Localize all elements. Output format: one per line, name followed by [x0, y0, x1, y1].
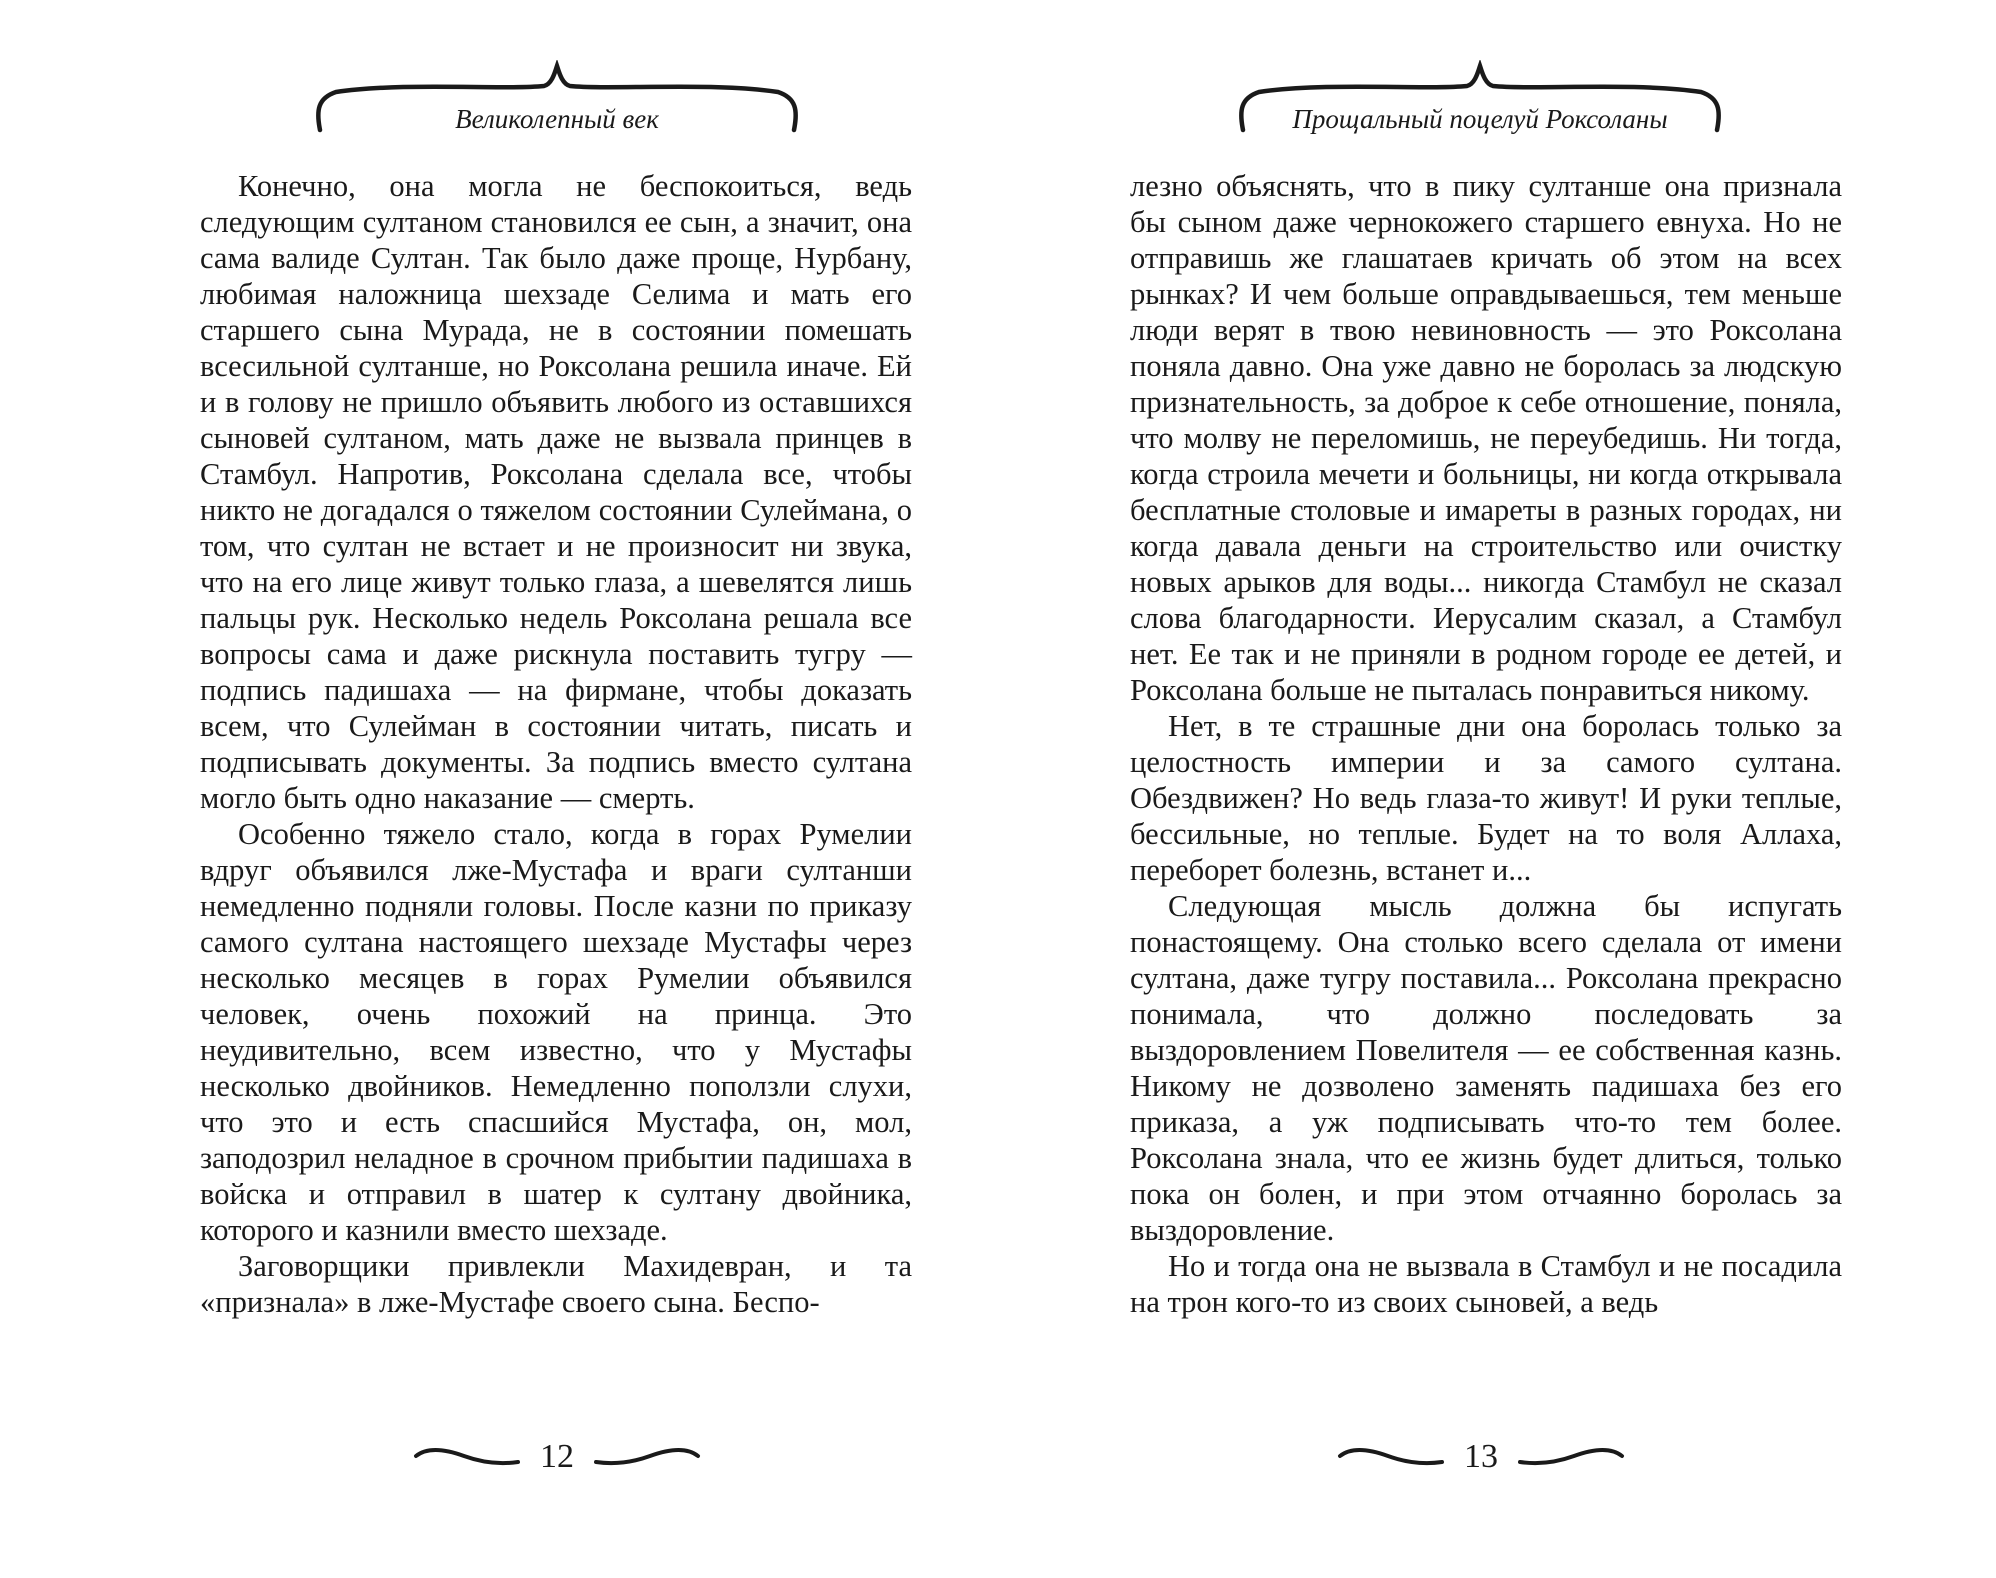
page-number: 13	[1464, 1438, 1498, 1475]
paragraph: Следующая мысль должна бы испугать понастоящему. Она столько всего сделала от имени султана, даже тугру поставила... Роксолана прекрасно понимала, что должно последовать за выздоровлением Повелителя — ее собственная казнь. Никому не дозволено заменять падишаха без его приказа, а уж подписывать что-то тем более. Роксолана знала, что ее жизнь будет длиться, только пока он болен, и при этом отчаянно боролась за выздоровление.	[1130, 889, 1842, 1247]
body-text	[200, 168, 912, 1320]
running-head: Прощальный поцелуй Роксоланы	[1292, 104, 1668, 134]
paragraph-continuation: лезно объяснять, что в пику султанше она признала бы сыном даже чернокожего старшего евнуха. Но не отправишь же глашатаев кричать об этом на всех рынках? И чем больше оправдываешься, тем меньше люди верят в твою невиновность — это Роксолана поняла давно. Она уже давно не боролась за людскую признательность, за доброе к себе отношение, поняла, что молву не переломишь, не переубедишь. Ни тогда, когда строила мечети и больницы, ни когда открывала бесплатные столовые и имареты в разных городах, ни когда давала деньги на строительство или очистку новых арыков для воды... никогда Стамбул не сказал слова благодарности. Иерусалим сказал, а Стамбул нет. Ее так и не приняли в родном городе ее детей, и Роксолана больше не пыталась понравиться никому.	[1130, 169, 1842, 707]
page-footer	[392, 1432, 722, 1482]
paragraph: Особенно тяжело стало, когда в горах Румелии вдруг объявился лже-Мустафа и враги султанши немедленно подняли головы. После казни по приказу самого султана настоящего шехзаде Мустафы через несколько месяцев в горах Румелии объявился человек, очень похожий на принца. Это неудивительно, всем известно, что у Мустафы несколько двойников. Немедленно поползли слухи, что это и есть спасшийся Мустафа, он, мол, заподозрил неладное в срочном прибытии падишаха в войска и отправил в шатер к султану двойника, которого и казнили вместо шехзаде.	[200, 817, 912, 1247]
body-text	[1130, 168, 1842, 1320]
running-head: Великолепный век	[455, 104, 659, 134]
paragraph: Но и тогда она не вызвала в Стамбул и не посадила на трон кого-то из своих сыновей, а ведь	[1130, 1249, 1842, 1319]
left-swash-ornament	[412, 1442, 522, 1472]
right-swash-ornament	[592, 1442, 702, 1472]
left-swash-ornament	[1336, 1442, 1446, 1472]
paragraph: Нет, в те страшные дни она боролась только за целостность империи и за самого султана. Обездвижен? Но ведь глаза-то живут! И руки теплые, бессильные, но теплые. Будет на то воля Аллаха, переборет болезнь, встанет и...	[1130, 709, 1842, 887]
right-page	[998, 0, 1996, 1578]
paragraph: Заговорщики привлекли Махидевран, и та «признала» в лже-Мустафе своего сына. Беспо-	[200, 1249, 912, 1319]
page-footer	[1316, 1432, 1646, 1482]
right-swash-ornament	[1516, 1442, 1626, 1472]
page-number: 12	[540, 1438, 574, 1475]
paragraph: Конечно, она могла не беспокоиться, ведь следующим султаном становился ее сын, а значит, она сама валиде Султан. Так было даже проще, Нурбану, любимая наложница шехзаде Селима и мать его старшего сына Мурада, не в состоянии помешать всесильной султанше, но Роксолана решила иначе. Ей и в голову не пришло объявить любого из оставшихся сыновей султаном, мать даже не вызвала принцев в Стамбул. Напротив, Роксолана сделала все, чтобы никто не догадался о тяжелом состоянии Сулеймана, о том, что султан не встает и не произносит ни звука, что на его лице живут только глаза, а шевелятся лишь пальцы рук. Несколько недель Роксолана решала все вопросы сама и даже рискнула поставить тугру — подпись падишаха — на фирмане, чтобы доказать всем, что Сулейман в состоянии читать, писать и подписывать документы. За подпись вместо султана могло быть одно наказание — смерть.	[200, 169, 912, 815]
